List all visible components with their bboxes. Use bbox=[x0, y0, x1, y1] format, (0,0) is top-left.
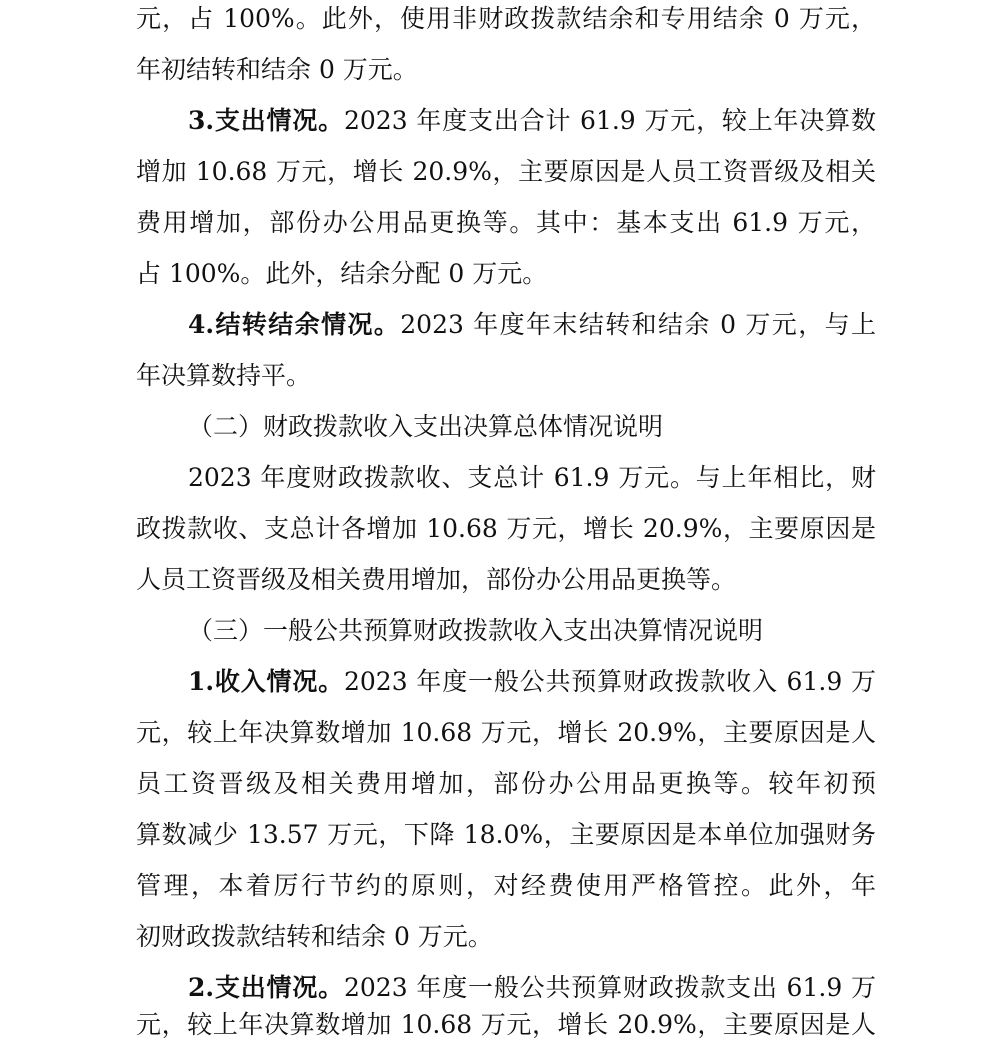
section-heading-inline: 2.支出情况。 bbox=[188, 973, 344, 1002]
paragraph-text: 2023 年度一般公共预算财政拨款收入 61.9 万 bbox=[344, 667, 876, 696]
section-heading-inline: 4.结转结余情况。 bbox=[188, 310, 401, 339]
paragraph-line: 人员工资晋级及相关费用增加，部份办公用品更换等。 bbox=[136, 565, 737, 594]
section-heading: （二）财政拨款收入支出决算总体情况说明 bbox=[188, 412, 664, 441]
paragraph-text: 2023 年度年末结转和结余 0 万元，与上 bbox=[400, 310, 876, 339]
paragraph-line: 政拨款收、支总计各增加 10.68 万元，增长 20.9%，主要原因是 bbox=[136, 514, 876, 543]
paragraph-line bbox=[188, 971, 876, 1005]
section-heading-inline: 1.收入情况。 bbox=[188, 667, 344, 696]
paragraph-line: 费用增加，部份办公用品更换等。其中：基本支出 61.9 万元， bbox=[136, 208, 876, 237]
paragraph-line bbox=[188, 308, 876, 342]
paragraph-line: 年决算数持平。 bbox=[136, 361, 312, 390]
paragraph-line: 元，较上年决算数增加 10.68 万元，增长 20.9%，主要原因是人 bbox=[136, 1010, 876, 1039]
paragraph-line: 初财政拨款结转和结余 0 万元。 bbox=[136, 922, 493, 951]
paragraph-line: 算数减少 13.57 万元，下降 18.0%，主要原因是本单位加强财务 bbox=[136, 820, 876, 849]
paragraph-line: 员工资晋级及相关费用增加，部份办公用品更换等。较年初预 bbox=[136, 769, 876, 798]
paragraph-line: 元，较上年决算数增加 10.68 万元，增长 20.9%，主要原因是人 bbox=[136, 718, 876, 747]
paragraph-text: 2023 年度一般公共预算财政拨款支出 61.9 万 bbox=[344, 973, 876, 1002]
paragraph-line: 2023 年度财政拨款收、支总计 61.9 万元。与上年相比，财 bbox=[188, 463, 876, 492]
section-heading-inline: 3.支出情况。 bbox=[188, 106, 344, 135]
paragraph-line bbox=[188, 104, 876, 138]
paragraph-line: 元，占 100%。此外，使用非财政拨款结余和专用结余 0 万元， bbox=[136, 4, 876, 33]
paragraph-line bbox=[188, 665, 876, 699]
paragraph-line: 增加 10.68 万元，增长 20.9%，主要原因是人员工资晋级及相关 bbox=[136, 157, 876, 186]
section-heading: （三）一般公共预算财政拨款收入支出决算情况说明 bbox=[188, 616, 764, 645]
paragraph-line: 管理，本着厉行节约的原则，对经费使用严格管控。此外，年 bbox=[136, 871, 876, 900]
paragraph-text: 2023 年度支出合计 61.9 万元，较上年决算数 bbox=[344, 106, 876, 135]
paragraph-line: 占 100%。此外，结余分配 0 万元。 bbox=[136, 259, 548, 288]
paragraph-line: 年初结转和结余 0 万元。 bbox=[136, 55, 418, 84]
